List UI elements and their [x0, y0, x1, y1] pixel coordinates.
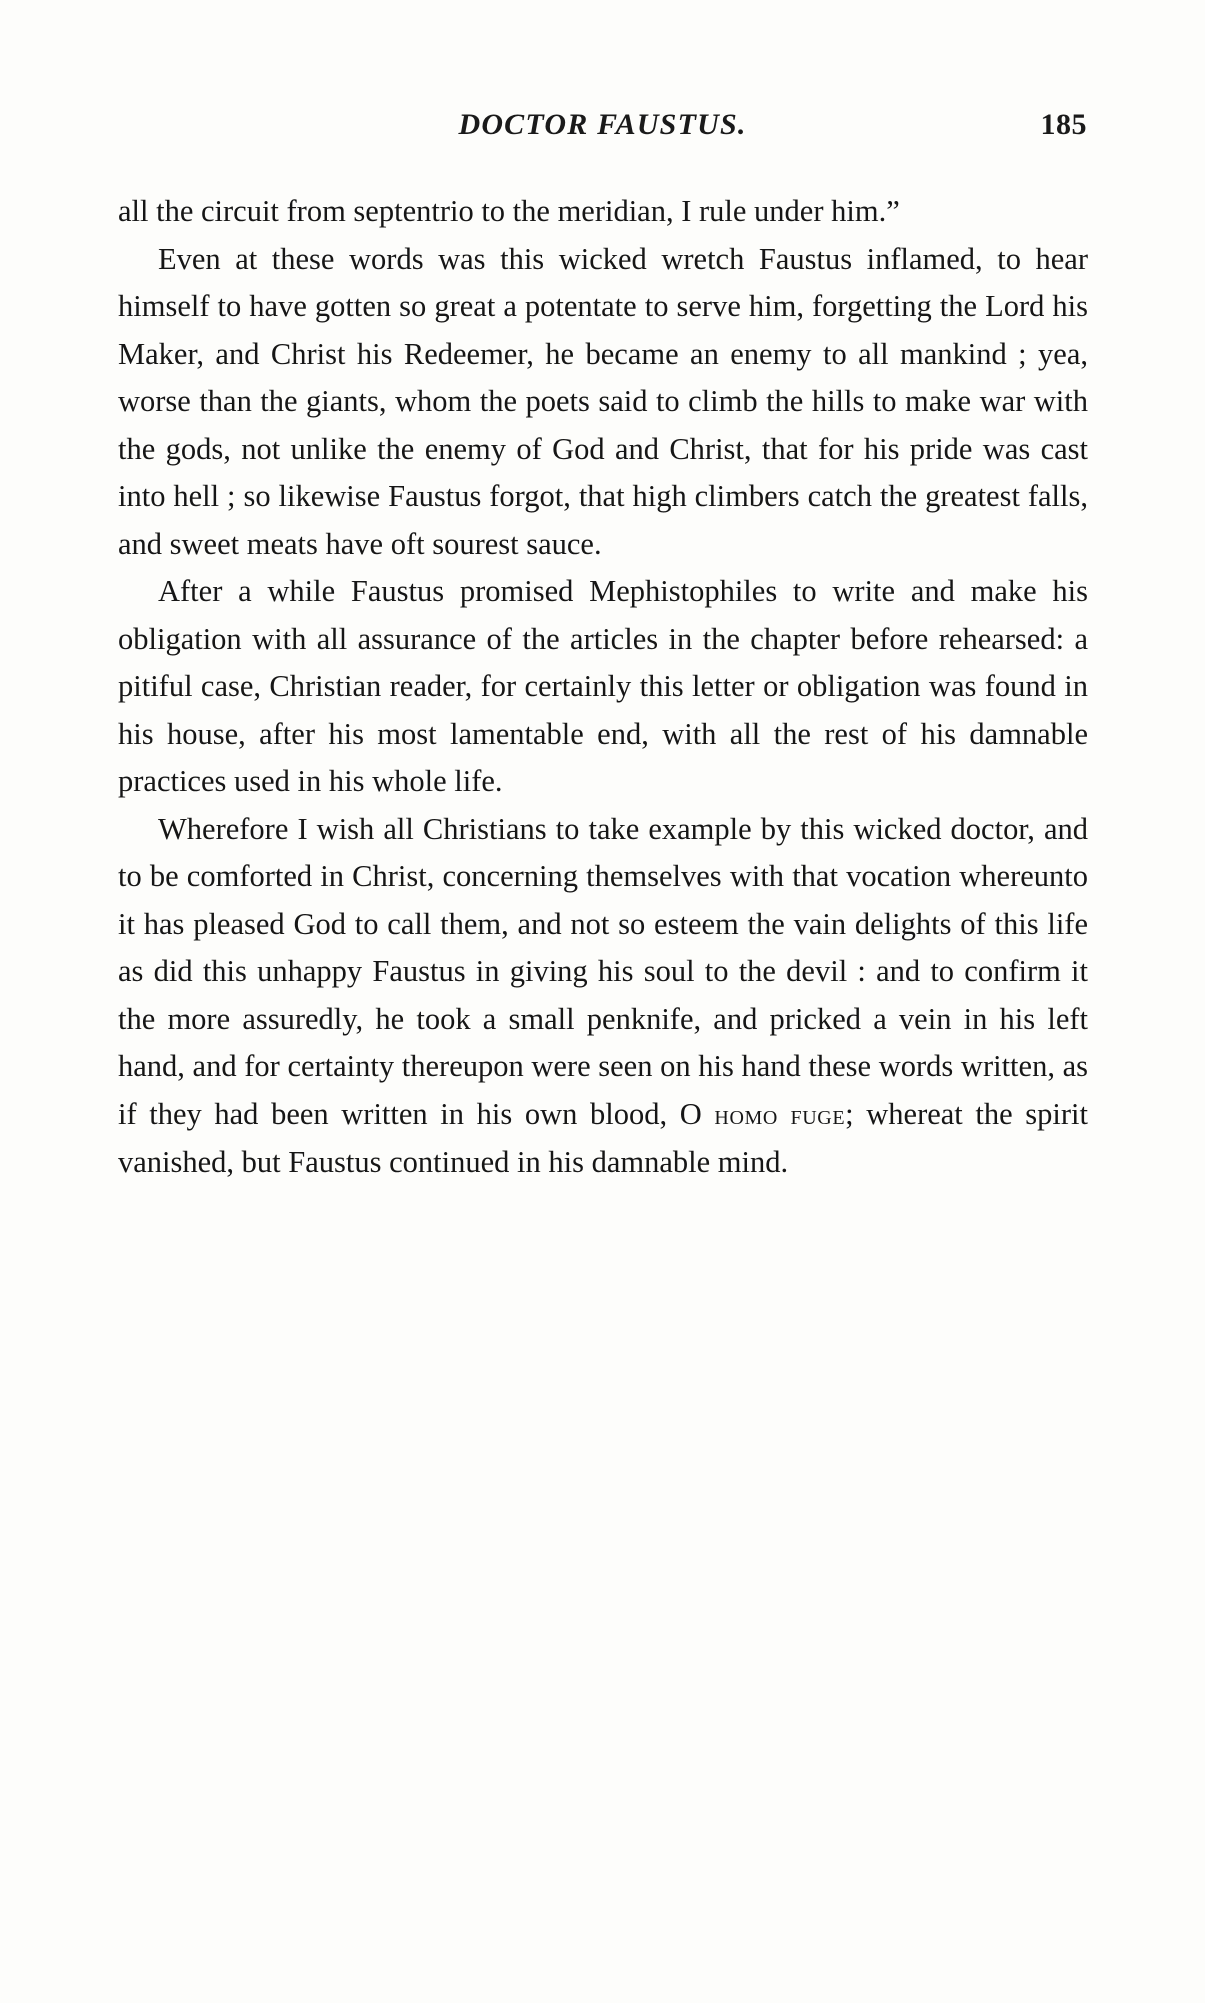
paragraph-4-text-after: ; whereat the spirit vanished, but Faustus continued in his damnable mind. — [118, 1096, 1088, 1179]
page-number: 185 — [1040, 108, 1087, 141]
page-header — [118, 108, 1087, 142]
running-title: DOCTOR FAUSTUS. — [458, 108, 747, 141]
paragraph-4-small-caps: homo fuge — [714, 1099, 846, 1131]
paragraph-4-text-before: Wherefore I wish all Christians to take example by this wicked doctor, and to be comforted in Christ, concerning themselves with that vocation whereunto it has pleased God to call them, and not so esteem the vain delights of this life as did this unhappy Faustus in giving his soul to the devil : and to confirm it the more assuredly, he took a small penknife, and pricked a vein in his left hand, and for certainty thereupon were seen on his hand these words written, as if they had been written in his own blood, O — [118, 811, 1088, 1131]
body-text-block — [118, 188, 1088, 1187]
paragraph-4 — [118, 806, 1088, 1187]
paragraph-3: After a while Faustus promised Mephistophiles to write and make his obligation with all assurance of the articles in the chapter before rehearsed: a pitiful case, Christian reader, for certainly this letter or obligation was found in his house, after his most lamentable end, with all the rest of his damnable practices used in his whole life. — [118, 574, 1088, 798]
paragraph-1: all the circuit from septentrio to the meridian, I rule under him.” — [118, 194, 900, 228]
paragraph-2: Even at these words was this wicked wretch Faustus inflamed, to hear himself to have gotten so great a potentate to serve him, forgetting the Lord his Maker, and Christ his Redeemer, he became an enemy to all mankind ; yea, worse than the giants, whom the poets said to climb the hills to make war with the gods, not unlike the enemy of God and Christ, that for his pride was cast into hell ; so likewise Faustus forgot, that high climbers catch the greatest falls, and sweet meats have oft sourest sauce. — [118, 241, 1088, 561]
